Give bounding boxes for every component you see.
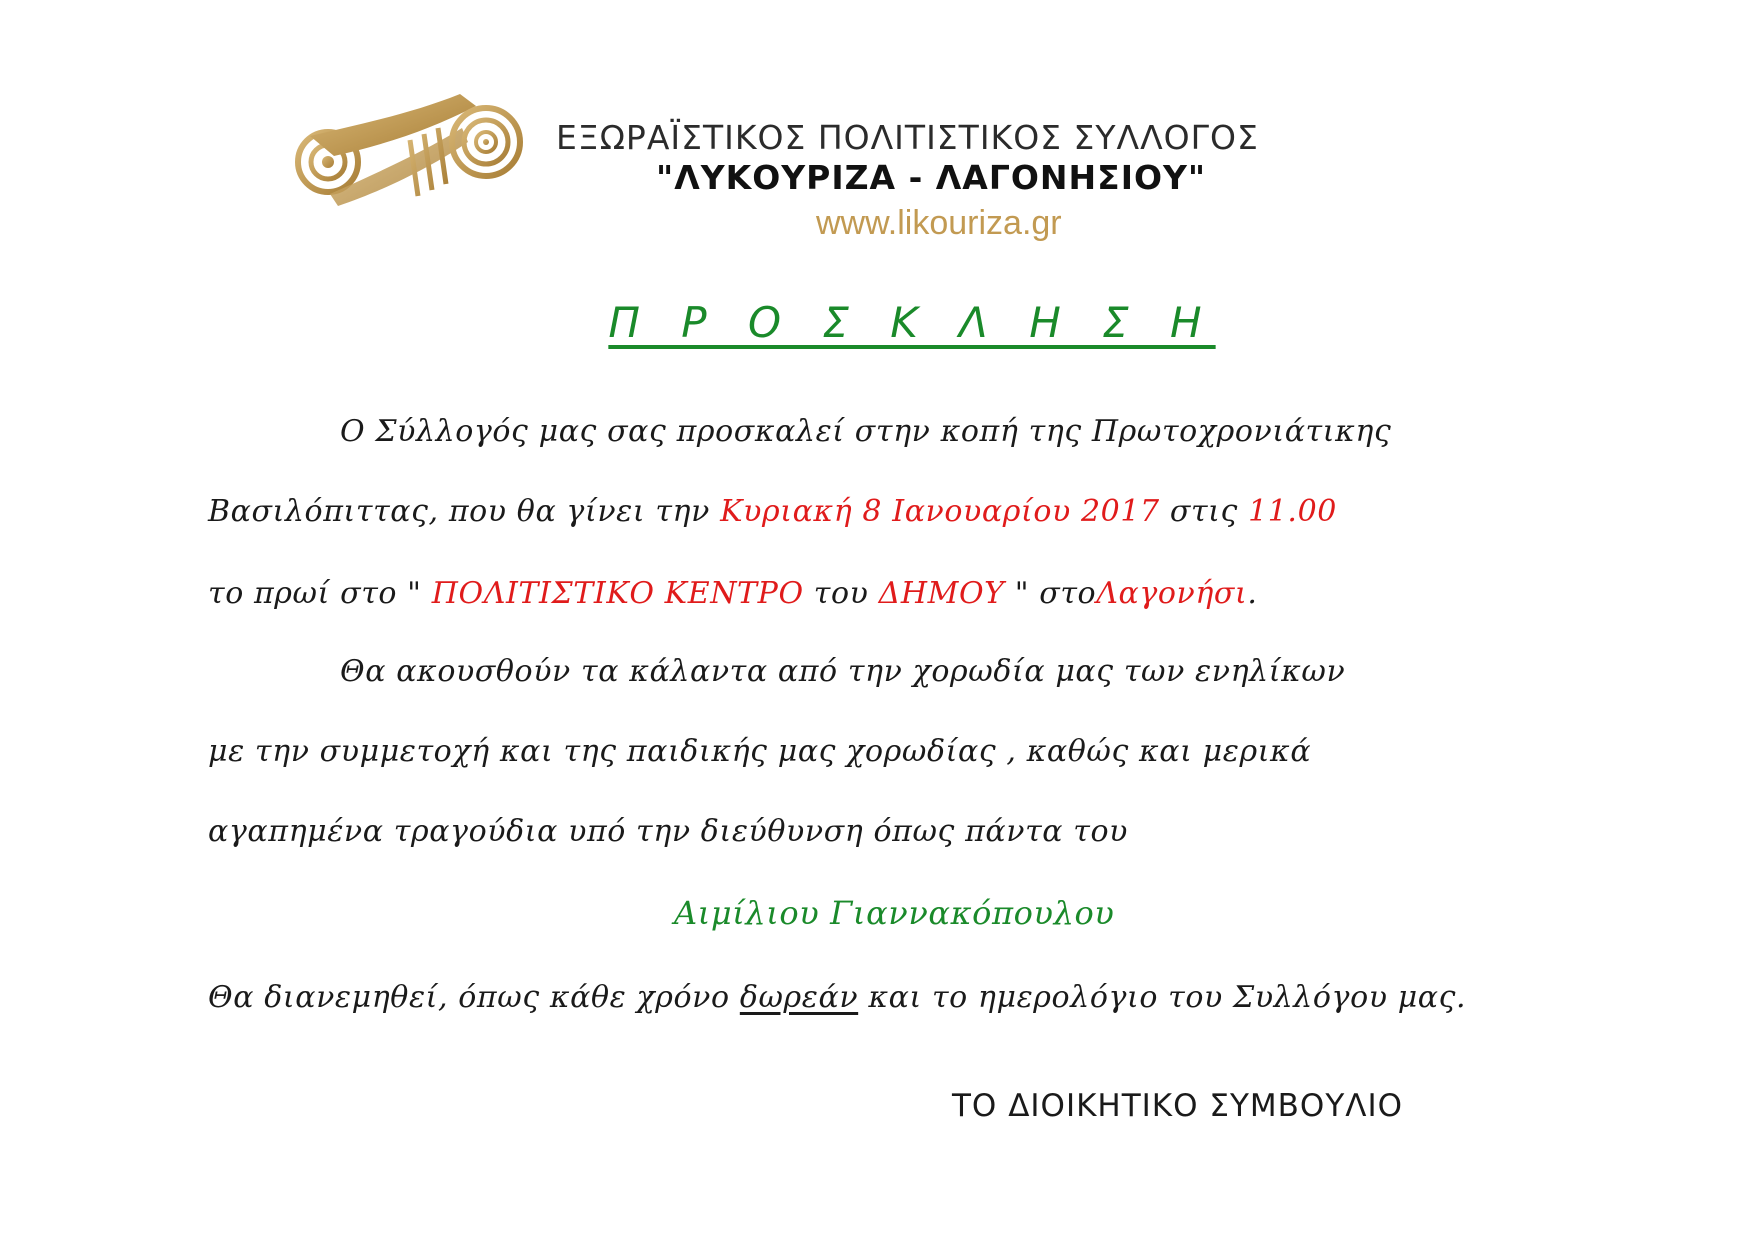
text-segment: . [1247, 576, 1258, 611]
text-segment: και το ημερολόγιο του Συλλόγου μας. [868, 980, 1467, 1015]
signature: ΤΟ ΔΙΟΙΚΗΤΙΚΟ ΣΥΜΒΟΥΛΙΟ [952, 1088, 1404, 1124]
ionic-column-scroll-logo-icon [290, 84, 530, 214]
event-venue-municipality: ΔΗΜΟΥ [878, 576, 1005, 611]
paragraph2-line3: αγαπημένα τραγούδια υπό την διεύθυνση όπως πάντα του [208, 814, 1128, 849]
conductor-name: Αιμίλιου Γιαννακόπουλου [674, 894, 1115, 932]
org-website-link[interactable]: www.likouriza.gr [816, 204, 1062, 242]
text-segment: του [813, 576, 869, 611]
text-segment: " στο [1014, 576, 1097, 611]
paragraph2-line2: με την συμμετοχή και της παιδικής μας χορωδίας , καθώς και μερικά [208, 734, 1312, 769]
paragraph2-line1: Θα ακουσθούν τα κάλαντα από την χορωδία μας των ενηλίκων [340, 654, 1346, 689]
free-emphasis: δωρεάν [739, 980, 859, 1015]
event-venue: ΠΟΛΙΤΙΣΤΙΚΟ ΚΕΝΤΡΟ [431, 576, 804, 611]
paragraph3 [208, 980, 1466, 1015]
paragraph1-line2 [208, 494, 1337, 529]
text-segment: στις [1169, 494, 1238, 529]
paragraph1-line3 [208, 576, 1258, 611]
page-title: Π Ρ Ο Σ Κ Λ Η Σ Η [608, 298, 1216, 347]
paragraph1-line1: Ο Σύλλογός μας σας προσκαλεί στην κοπή της Πρωτοχρονιάτικης [340, 414, 1392, 449]
text-segment: Βασιλόπιττας, που θα γίνει την [208, 494, 710, 529]
org-name-line2: "ΛΥΚΟΥΡΙΖΑ - ΛΑΓΟΝΗΣΙΟΥ" [656, 158, 1207, 197]
text-segment: το πρωί στο " [208, 576, 422, 611]
org-name-line1: ΕΞΩΡΑΪΣΤΙΚΟΣ ΠΟΛΙΤΙΣΤΙΚΟΣ ΣΥΛΛΟΓΟΣ [556, 118, 1259, 157]
event-time: 11.00 [1248, 494, 1337, 529]
event-town: Λαγονήσι [1096, 576, 1248, 611]
event-date: Κυριακή 8 Ιανουαρίου 2017 [720, 494, 1160, 529]
text-segment: Θα διανεμηθεί, όπως κάθε χρόνο [208, 980, 730, 1015]
